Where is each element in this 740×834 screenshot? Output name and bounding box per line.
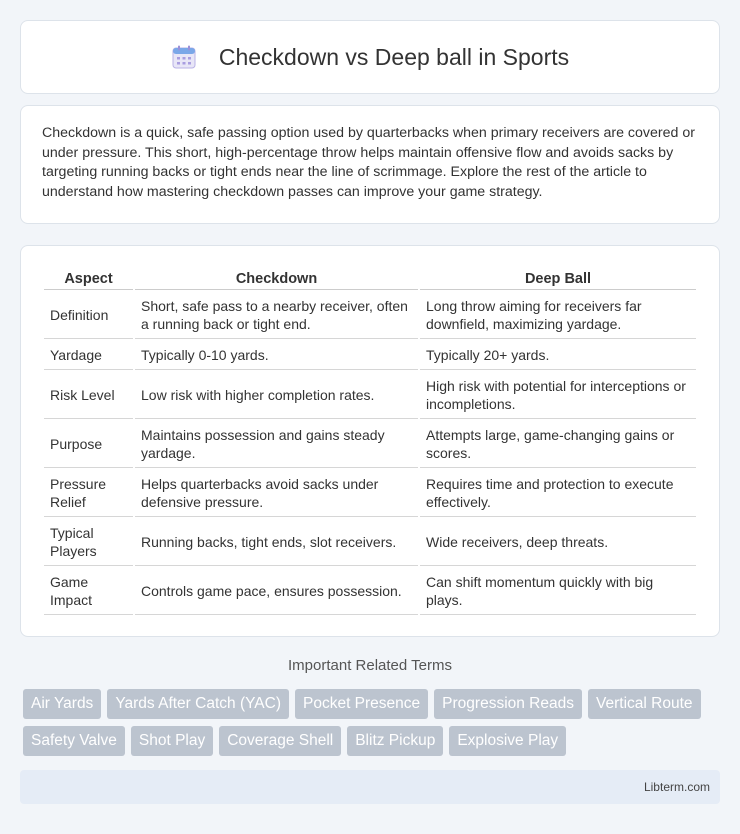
footer-site-link[interactable]: Libterm.com xyxy=(643,780,710,794)
table-row xyxy=(44,519,696,566)
related-terms-list xyxy=(23,689,723,756)
table-row xyxy=(44,341,696,370)
header-deep-ball: Deep Ball xyxy=(420,268,696,290)
term-tag[interactable]: Pocket Presence xyxy=(295,689,428,719)
cell-checkdown: Typically 0-10 yards. xyxy=(135,341,418,370)
page-title: Checkdown vs Deep ball in Sports xyxy=(218,43,570,70)
header-card xyxy=(20,20,720,94)
cell-deep-ball: Typically 20+ yards. xyxy=(420,341,696,370)
intro-text: Checkdown is a quick, safe passing option used by quarterbacks when primary receivers are covered or under pressure. This short, high-percentage throw helps maintain offensive flow and avoids sacks by targeting running backs or tight ends near the line of scrimmage. Explore the rest of the article to understand how mastering checkdown passes can improve your game strategy. xyxy=(42,125,695,200)
cell-aspect: Typical Players xyxy=(44,519,133,566)
comparison-table xyxy=(42,266,698,617)
header-aspect: Aspect xyxy=(44,268,133,290)
term-tag[interactable]: Air Yards xyxy=(23,689,101,719)
cell-aspect: Risk Level xyxy=(44,372,133,419)
cell-checkdown: Low risk with higher completion rates. xyxy=(135,372,418,419)
term-tag[interactable]: Blitz Pickup xyxy=(347,726,443,756)
term-tag[interactable]: Progression Reads xyxy=(434,689,582,719)
table-header-row xyxy=(44,268,696,290)
table-row xyxy=(44,372,696,419)
cell-checkdown: Maintains possession and gains steady yardage. xyxy=(135,421,418,468)
cell-deep-ball: Attempts large, game-changing gains or scores. xyxy=(420,421,696,468)
calendar-icon xyxy=(171,44,197,70)
term-tag[interactable]: Yards After Catch (YAC) xyxy=(107,689,289,719)
table-row xyxy=(44,292,696,339)
cell-aspect: Game Impact xyxy=(44,568,133,615)
term-tag[interactable]: Explosive Play xyxy=(449,726,566,756)
cell-checkdown: Controls game pace, ensures possession. xyxy=(135,568,418,615)
cell-aspect: Purpose xyxy=(44,421,133,468)
term-tag[interactable]: Shot Play xyxy=(131,726,213,756)
cell-deep-ball: High risk with potential for interceptions or incompletions. xyxy=(420,372,696,419)
cell-deep-ball: Can shift momentum quickly with big plays. xyxy=(420,568,696,615)
term-tag[interactable]: Vertical Route xyxy=(588,689,701,719)
cell-aspect: Pressure Relief xyxy=(44,470,133,517)
cell-checkdown: Helps quarterbacks avoid sacks under defensive pressure. xyxy=(135,470,418,517)
cell-aspect: Definition xyxy=(44,292,133,339)
cell-deep-ball: Requires time and protection to execute effectively. xyxy=(420,470,696,517)
table-row xyxy=(44,470,696,517)
term-tag[interactable]: Coverage Shell xyxy=(219,726,341,756)
comparison-table-card xyxy=(20,245,720,637)
term-tag[interactable]: Safety Valve xyxy=(23,726,125,756)
footer xyxy=(20,770,720,804)
cell-deep-ball: Long throw aiming for receivers far downfield, maximizing yardage. xyxy=(420,292,696,339)
cell-deep-ball: Wide receivers, deep threats. xyxy=(420,519,696,566)
header-checkdown: Checkdown xyxy=(135,268,418,290)
table-row xyxy=(44,568,696,615)
table-row xyxy=(44,421,696,468)
cell-checkdown: Running backs, tight ends, slot receivers. xyxy=(135,519,418,566)
cell-aspect: Yardage xyxy=(44,341,133,370)
intro-card xyxy=(20,105,720,224)
cell-checkdown: Short, safe pass to a nearby receiver, often a running back or tight end. xyxy=(135,292,418,339)
related-terms-title: Important Related Terms xyxy=(288,657,452,674)
